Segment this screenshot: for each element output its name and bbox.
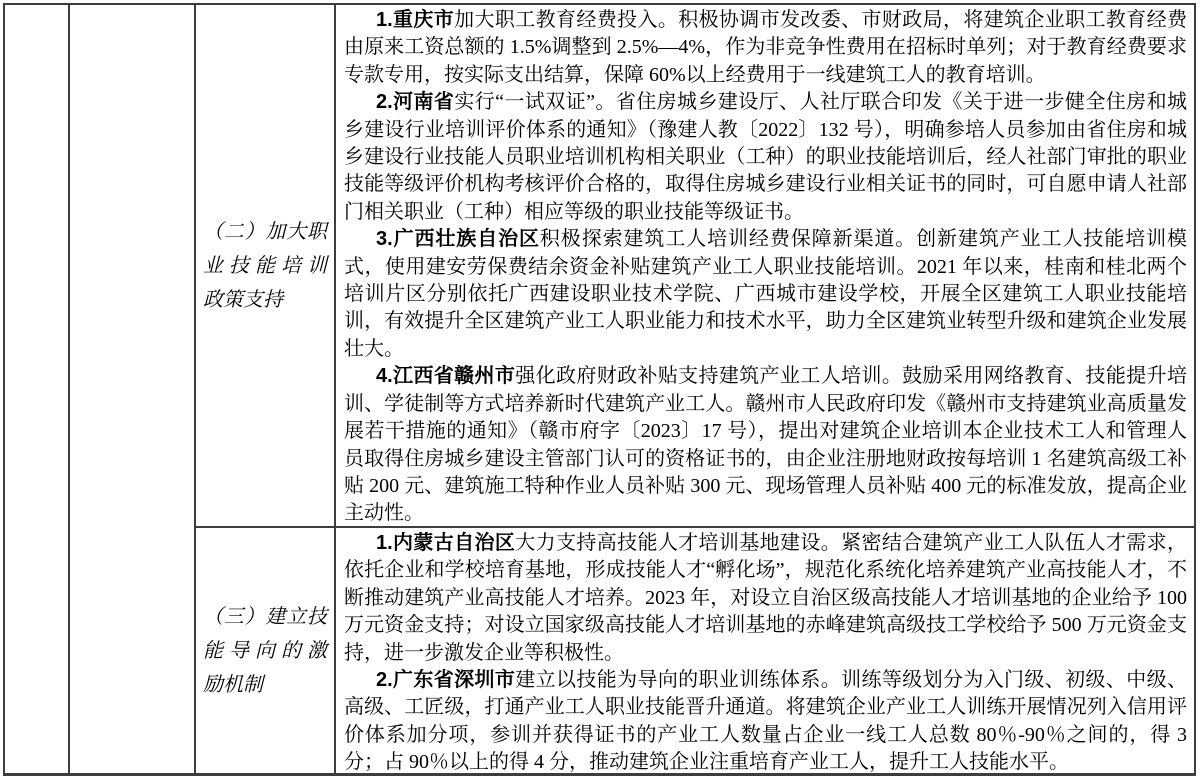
section-header-line: （二）加大职 (203, 220, 327, 243)
section-header-line: 励机制 (203, 673, 263, 696)
policy-paragraph (344, 226, 1187, 363)
section-header-line: 政策支持 (203, 288, 283, 311)
paragraph-body: 大力支持高技能人才培训基地建设。紧密结合建筑产业工人队伍人才需求，依托企业和学校培育基地，形成技能人才“孵化场”，规范化系统化培养建筑产业高技能人才，不断推动建筑产业高技能人才培养。2023 年，对设立自治区级高技能人才培训基地的企业给予 100 万元资金支持；对设立国家级高技能人才培训基地的赤峰建筑高级技工学校给予 500 万元资金支持，进一步激发企业等积极性。 (344, 532, 1187, 664)
province-lead: 2.河南省 (376, 91, 455, 114)
policy-table (3, 3, 1196, 776)
policy-paragraph (344, 7, 1187, 89)
section-header-row1 (196, 5, 336, 528)
section-header-line: （三）建立技 (203, 605, 327, 628)
paragraph-body: 加大职工教育经费投入。积极协调市发改委、市财政局，将建筑企业职工教育经费由原来工资总额的 1.5%调整到 2.5%—4%，作为非竞争性费用在招标时单列；对于教育经费要求专款专用，按实际支出结算，保障 60%以上经费用于一线建筑工人的教育培训。 (344, 9, 1188, 86)
section-header-line: 能导向的激 (203, 639, 327, 662)
paragraph-body: 积极探索建筑工人培训经费保障新渠道。创新建筑产业工人技能培训模式，使用建安劳保费结余资金补贴建筑产业工人职业技能培训。2021 年以来，桂南和桂北两个培训片区分别依托广西建设职业技术学院、广西城市建设学校，开展全区建筑工人职业技能培训，有效提升全区建筑产业工人职业能力和技术水平，助力全区建筑业转型升级和建筑企业发展壮大。 (344, 228, 1187, 360)
empty-cell-col2 (70, 5, 196, 773)
province-lead: 2.广东省深圳市 (376, 669, 516, 692)
province-lead: 4.江西省赣州市 (376, 365, 516, 388)
section-header-row2 (196, 528, 336, 773)
policy-paragraph (344, 363, 1187, 527)
policy-paragraph (344, 89, 1187, 226)
empty-cell-col1 (5, 5, 70, 773)
paragraph-body: 实行“一试双证”。省住房城乡建设厅、人社厅联合印发《关于进一步健全住房和城乡建设行业培训评价体系的通知》（豫建人教〔2022〕132 号），明确参培人员参加由省住房和城乡建设行业技能人员职业培训机构相关职业（工种）的职业技能培训后，经人社部门审批的职业技能等级评价机构考核评价合格的，取得住房城乡建设行业相关证书的同时，可自愿申请人社部门相关职业（工种）相应等级的职业技能等级证书。 (344, 91, 1187, 223)
section-content-row1 (336, 5, 1194, 528)
province-lead: 1.重庆市 (376, 9, 455, 31)
section-content-row2 (336, 528, 1194, 773)
province-lead: 1.内蒙古自治区 (376, 532, 516, 554)
policy-paragraph (344, 667, 1187, 773)
province-lead: 3.广西壮族自治区 (376, 228, 540, 251)
policy-paragraph (344, 530, 1187, 667)
paragraph-body: 建立以技能为导向的职业训练体系。训练等级划分为入门级、初级、中级、高级、工匠级，打通产业工人职业技能晋升通道。将建筑企业产业工人训练开展情况列入信用评价体系加分项，参训并获得证书的产业工人数量占企业一线工人总数 80％-90％之间的，得 3 分；占 90％以上的得 4 分，推动建筑企业注重培育产业工人，提升工人技能水平。 (344, 669, 1187, 773)
section-header-line: 业技能培训 (203, 254, 327, 277)
paragraph-body: 强化政府财政补贴支持建筑产业工人培训。鼓励采用网络教育、技能提升培训、学徒制等方式培养新时代建筑产业工人。赣州市人民政府印发《赣州市支持建筑业高质量发展若干措施的通知》（赣市府字〔2023〕17 号），提出对建筑企业培训本企业技术工人和管理人员取得住房城乡建设主管部门认可的资格证书的，由企业注册地财政按每培训 1 名建筑高级工补贴 200 元、建筑施工特种作业人员补贴 300 元、现场管理人员补贴 400 元的标准发放，提高企业主动性。 (344, 365, 1187, 525)
